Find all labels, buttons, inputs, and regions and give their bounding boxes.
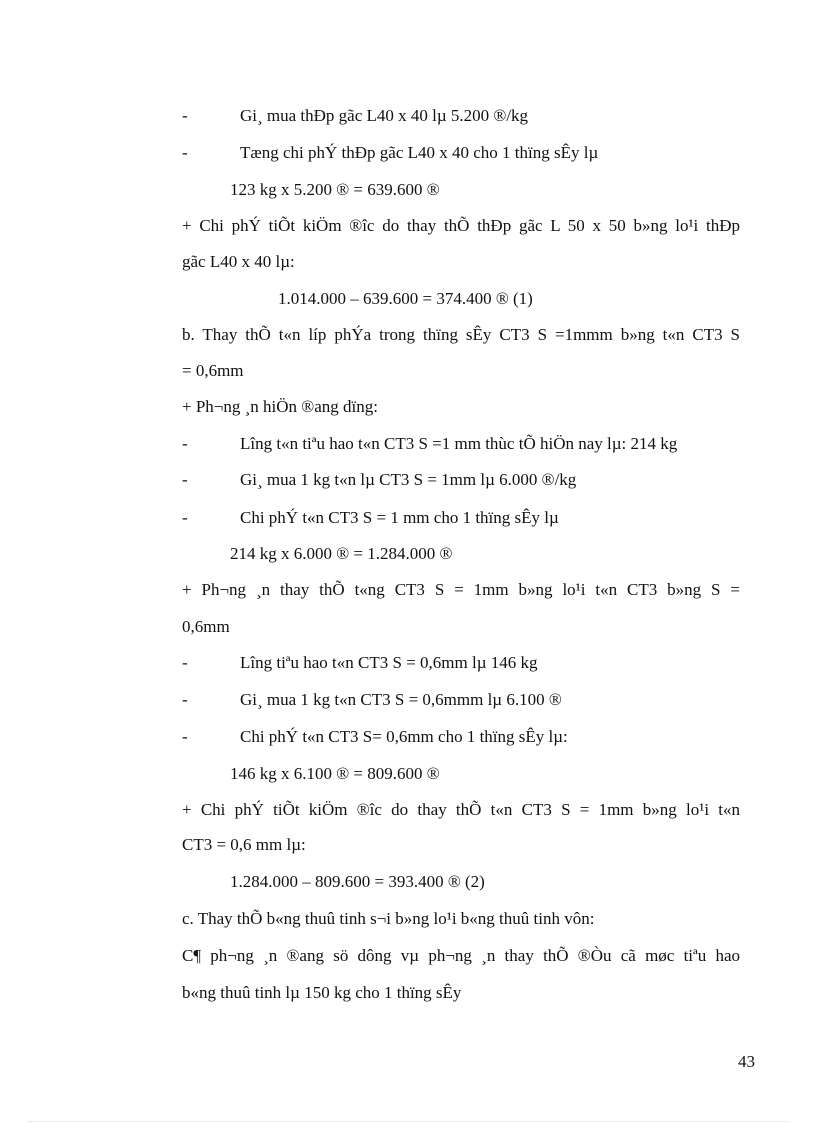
paragraph-line: + Ph¬ng ¸n hiÖn ®ang dïng: — [182, 397, 378, 416]
section-heading-c: c. Thay thÕ b«ng thuû tinh s¬i b»ng lo¹i b«ng thuû tinh vôn: — [182, 909, 595, 928]
paragraph-line: = 0,6mm — [182, 361, 244, 380]
dash-marker: - — [182, 434, 188, 453]
text-line: Lîng t«n tiªu hao t«n CT3 S =1 mm thùc tÕ hiÖn nay lµ: 214 kg — [240, 434, 678, 453]
text-line: Gi¸ mua thÐp gãc L40 x 40 lµ 5.200 ®/kg — [240, 106, 529, 125]
paragraph-line: C¶ ph¬ng ¸n ®ang sö dông vµ ph¬ng ¸n thay thÕ ®Òu cã møc tiªu hao — [182, 946, 740, 965]
dash-marker: - — [182, 653, 188, 672]
calculation-line: 146 kg x 6.100 ® = 809.600 ® — [230, 764, 440, 783]
dash-marker: - — [182, 106, 188, 125]
page-number: 43 — [738, 1052, 755, 1071]
paragraph-line: + Ph¬ng ¸n thay thÕ t«ng CT3 S = 1mm b»ng lo¹i t«n CT3 b»ng S = — [182, 580, 740, 599]
paragraph-line: + Chi phÝ tiÕt kiÖm ®îc do thay thÕ thÐp gãc L 50 x 50 b»ng lo¹i thÐp — [182, 216, 740, 235]
text-line: Lîng tiªu hao t«n CT3 S = 0,6mm lµ 146 kg — [240, 653, 538, 672]
section-heading-b: b. Thay thÕ t«n líp phÝa trong thïng sÊy CT3 S =1mmm b»ng t«n CT3 S — [182, 325, 740, 344]
result-line-2: 1.284.000 – 809.600 = 393.400 ® (2) — [230, 872, 485, 891]
calculation-line: 123 kg x 5.200 ® = 639.600 ® — [230, 180, 440, 199]
text-line: Gi¸ mua 1 kg t«n CT3 S = 0,6mmm lµ 6.100 ® — [240, 690, 562, 709]
calculation-line: 214 kg x 6.000 ® = 1.284.000 ® — [230, 544, 453, 563]
text-line: Gi¸ mua 1 kg t«n lµ CT3 S = 1mm lµ 6.000 ®/kg — [240, 470, 577, 489]
paragraph-line: + Chi phÝ tiÕt kiÖm ®îc do thay thÕ t«n CT3 S = 1mm b»ng lo¹i t«n — [182, 800, 740, 819]
paragraph-line: CT3 = 0,6 mm lµ: — [182, 835, 306, 854]
footer-divider — [28, 1121, 788, 1122]
dash-marker: - — [182, 508, 188, 527]
dash-marker: - — [182, 143, 188, 162]
text-line: Chi phÝ t«n CT3 S= 0,6mm cho 1 thïng sÊy lµ: — [240, 727, 568, 746]
dash-marker: - — [182, 690, 188, 709]
dash-marker: - — [182, 727, 188, 746]
paragraph-line: 0,6mm — [182, 617, 230, 636]
paragraph-line: gãc L40 x 40 lµ: — [182, 252, 295, 271]
dash-marker: - — [182, 470, 188, 489]
text-line: Tæng chi phÝ thÐp gãc L40 x 40 cho 1 thïng sÊy lµ — [240, 143, 599, 162]
result-line-1: 1.014.000 – 639.600 = 374.400 ® (1) — [278, 289, 533, 308]
text-line: Chi phÝ t«n CT3 S = 1 mm cho 1 thïng sÊy lµ — [240, 508, 559, 527]
paragraph-line: b«ng thuû tinh lµ 150 kg cho 1 thïng sÊy — [182, 983, 462, 1002]
